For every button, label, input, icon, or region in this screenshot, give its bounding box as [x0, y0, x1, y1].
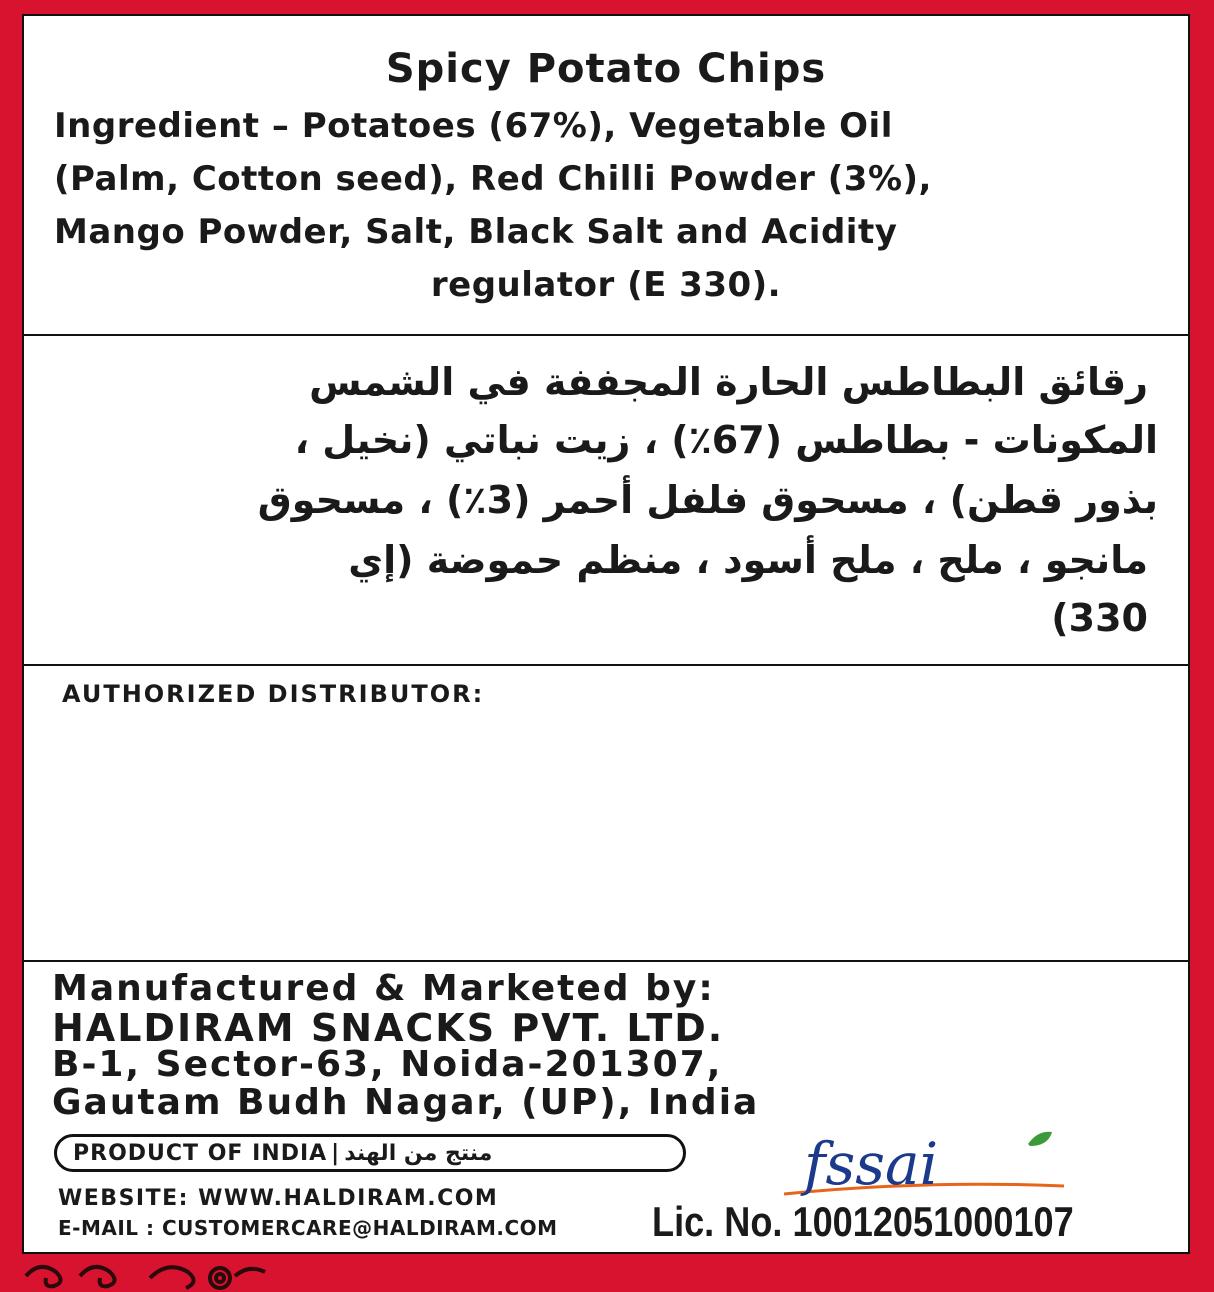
fssai-wordmark: fssai — [804, 1130, 939, 1198]
arabic-line-1: رقائق البطاطس الحارة المجففة في الشمس — [309, 360, 1148, 404]
manufacturer-address-1: B-1, Sector-63, Noida-201307, — [52, 1044, 723, 1085]
license-number: Lic. No. 10012051000107 — [652, 1198, 1074, 1245]
ingredients-line-4: regulator (E 330). — [430, 265, 782, 305]
distributor-label: AUTHORIZED DISTRIBUTOR: — [62, 680, 485, 708]
arabic-line-3: بذور قطن) ، مسحوق فلفل أحمر (3٪) ، مسحوق — [257, 478, 1158, 522]
manufacturer-address-2: Gautam Budh Nagar, (UP), India — [52, 1082, 760, 1123]
arabic-line-4: مانجو ، ملح ، ملح أسود ، منظم حموضة (إي — [348, 538, 1148, 582]
arabic-line-2: المكونات - بطاطس (67٪) ، زيت نباتي (نخيل ، — [294, 418, 1158, 462]
fssai-logo — [774, 1128, 1074, 1200]
email-text: E-MAIL : CUSTOMERCARE@HALDIRAM.COM — [58, 1216, 558, 1240]
divider-1 — [24, 334, 1188, 336]
website-text: WEBSITE: WWW.HALDIRAM.COM — [58, 1186, 499, 1211]
product-title: Spicy Potato Chips — [385, 46, 827, 92]
ingredients-line-2: (Palm, Cotton seed), Red Chilli Powder (3%), — [54, 159, 932, 199]
leaf-icon — [1028, 1132, 1052, 1146]
manufacturer-name: HALDIRAM SNACKS PVT. LTD. — [52, 1006, 725, 1050]
product-of-label: PRODUCT OF INDIA — [73, 1140, 328, 1166]
label-panel — [22, 14, 1190, 1254]
divider-2 — [24, 664, 1188, 666]
ingredients-line-3: Mango Powder, Salt, Black Salt and Acidity — [54, 212, 898, 252]
product-of-india-badge — [54, 1134, 686, 1172]
pill-separator: | — [331, 1140, 341, 1166]
product-of-label-arabic: منتج من الهند — [344, 1140, 493, 1166]
decorative-swirl-icon — [20, 1252, 280, 1292]
arabic-line-5: 330) — [1051, 596, 1148, 640]
ingredients-line-1: Ingredient – Potatoes (67%), Vegetable Oil — [54, 106, 893, 146]
divider-3 — [24, 960, 1188, 962]
manufacturer-heading: Manufactured & Marketed by: — [52, 968, 715, 1009]
